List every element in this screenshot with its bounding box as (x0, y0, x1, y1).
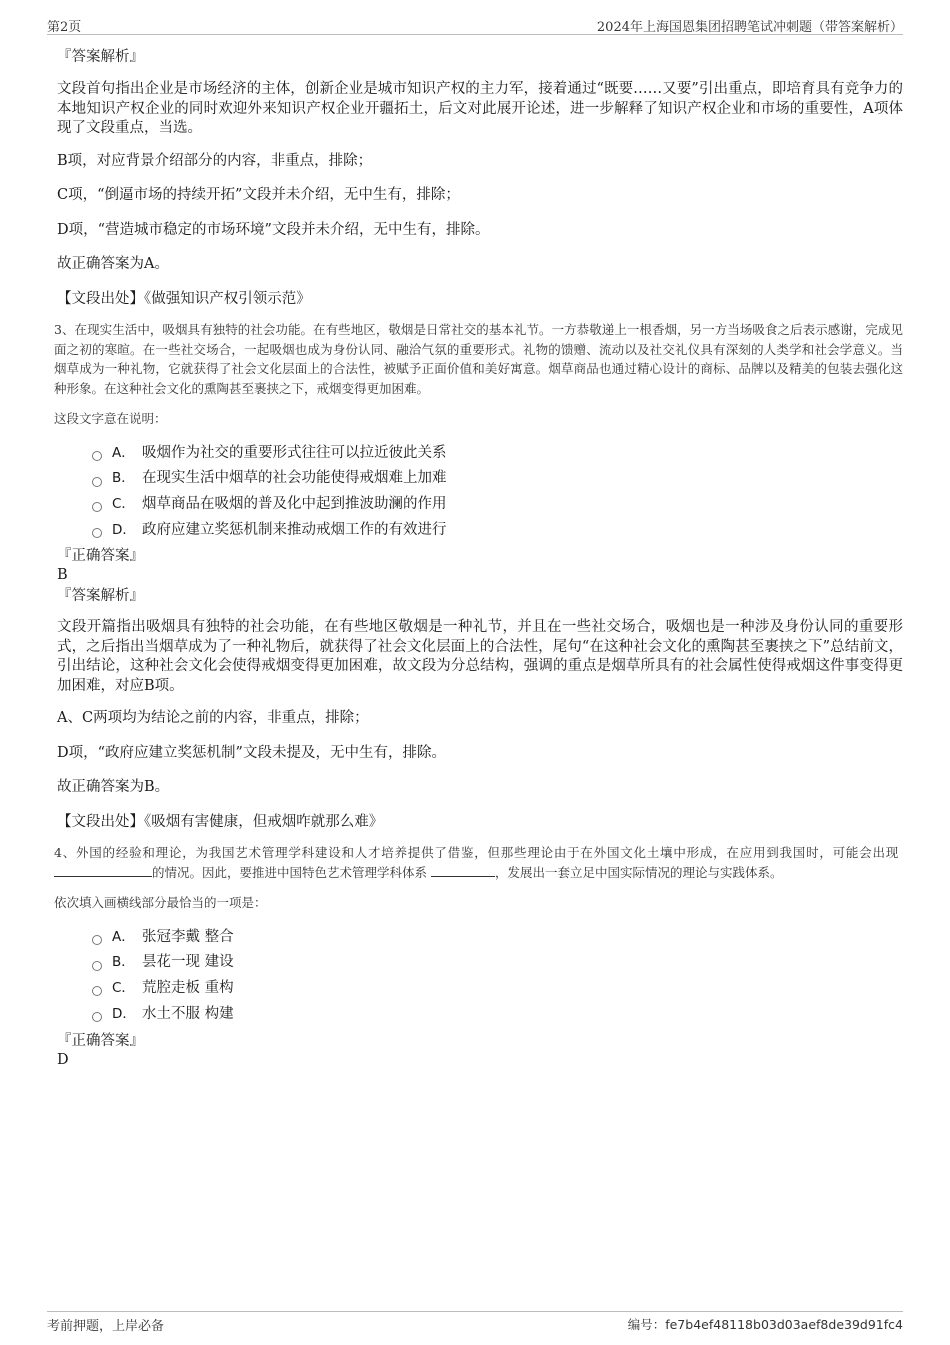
q2-analysis (57, 47, 903, 309)
option-letter: B． (112, 954, 135, 971)
option-a[interactable] (92, 441, 903, 467)
analysis-paragraph: 文段开篇指出吸烟具有独特的社会功能，在有些地区敬烟是一种礼节，并且在一些社交场合，吸烟也是一种涉及身份认同的重要形式，之后指出当烟草成为了一种礼物后，就获得了社会文化层面上的合法性，尾句“在这种社会文化的熏陶甚至裹挟之下”总结前文，引出结论，这种社会文化会使得戒烟变得更加困难，故文段为分总结构，强调的重点是烟草所具有的社会属性使得戒烟这件事变得更加困难，对应B项。 (57, 619, 903, 694)
page-number: 第2页 (47, 20, 82, 35)
page-content (54, 40, 903, 1070)
option-letter: A． (112, 444, 135, 461)
option-text: 烟草商品在吸烟的普及化中起到推波助澜的作用 (142, 495, 447, 512)
analysis-label: 『答案解析』 (57, 588, 144, 605)
option-letter: D． (112, 1005, 136, 1022)
option-text: 在现实生活中烟草的社会功能使得戒烟难上加难 (142, 470, 447, 487)
option-letter: B． (112, 470, 135, 487)
radio-icon[interactable] (92, 528, 102, 538)
answer-value: D (57, 1051, 69, 1068)
option-letter: A． (112, 928, 135, 945)
option-letter: C． (112, 980, 135, 997)
option-a[interactable] (92, 925, 903, 951)
option-b[interactable] (92, 950, 903, 976)
stem-part: 4、外国的经验和理论，为我国艺术管理学科建设和人才培养提供了借鉴，但那些理论由于在外国文化土壤中形成，在应用到我国时，可能会出现 (54, 845, 899, 861)
radio-icon[interactable] (92, 451, 102, 461)
radio-icon[interactable] (92, 961, 102, 971)
analysis-paragraph: D项，“政府应建立奖惩机制”文段未提及，无中生有，排除。 (57, 744, 446, 761)
answer-label: 『正确答案』 (57, 1032, 144, 1049)
document-code: 编号：fe7b4ef48118b03d03aef8de39d91fc4 (627, 1317, 903, 1332)
option-text: 张冠李戴 整合 (142, 928, 234, 945)
option-list (54, 441, 903, 544)
document-title: 2024年上海国恩集团招聘笔试冲刺题（带答案解析） (596, 20, 903, 35)
radio-icon[interactable] (92, 502, 102, 512)
fill-blank (431, 864, 495, 877)
radio-icon[interactable] (92, 1012, 102, 1022)
option-letter: C． (112, 495, 135, 512)
page-header (47, 14, 903, 35)
option-text: 水土不服 构建 (142, 1005, 234, 1022)
radio-icon[interactable] (92, 477, 102, 487)
option-list (54, 925, 903, 1028)
option-c[interactable] (92, 976, 903, 1002)
source-citation: 【文段出处】《做强知识产权引领示范》 (57, 290, 311, 307)
analysis-paragraph: 故正确答案为B。 (57, 779, 170, 796)
option-letter: D． (112, 521, 136, 538)
question-4 (54, 843, 903, 1027)
option-text: 昙花一现 建设 (142, 954, 234, 971)
source-citation: 【文段出处】《吸烟有害健康，但戒烟咋就那么难》 (57, 813, 384, 830)
option-text: 荒腔走板 重构 (142, 980, 234, 997)
footer-slogan: 考前押题，上岸必备 (47, 1319, 165, 1334)
analysis-paragraph: D项，“营造城市稳定的市场环境”文段并未介绍，无中生有，排除。 (57, 221, 490, 238)
question-stem: 3、在现实生活中，吸烟具有独特的社会功能。在有些地区，敬烟是日常社交的基本礼节。一方恭敬递上一根香烟，另一方当场吸食之后表示感谢，完成见面之初的寒暄。在一些社交场合，一起吸烟也成为身份认同、融洽气氛的重要形式。礼物的馈赠、流动以及社交礼仪具有深刻的人类学和社会学意义。当烟草成为一种礼物，它就获得了社会文化层面上的合法性，被赋予正面价值和美好寓意。烟草商品也通过精心设计的商标、品牌以及精美的包装去强化这种形象。在这种社会文化的熏陶甚至裹挟之下，戒烟变得更加困难。 (54, 322, 903, 396)
question-prompt: 这段文字意在说明： (54, 411, 167, 426)
option-text: 政府应建立奖惩机制来推动戒烟工作的有效进行 (142, 521, 447, 538)
fill-blank (54, 864, 152, 877)
stem-part: 的情况。因此，要推进中国特色艺术管理学科体系 (152, 864, 428, 880)
analysis-paragraph: 故正确答案为A。 (57, 256, 169, 272)
stem-part: ，发展出一套立足中国实际情况的理论与实践体系。 (495, 864, 783, 880)
analysis-paragraph: 文段首句指出企业是市场经济的主体，创新企业是城市知识产权的主力军，接着通过“既要……又要”引出重点，即培育具有竞争力的本地知识产权企业的同时欢迎外来知识产权企业开疆拓土，后文对此展开论述，进一步解释了知识产权企业和市场的重要性，A项体现了文段重点，当选。 (57, 81, 903, 136)
radio-icon[interactable] (92, 935, 102, 945)
analysis-label: 『答案解析』 (57, 49, 144, 65)
analysis-paragraph: A、C两项均为结论之前的内容，非重点，排除； (57, 710, 369, 727)
question-stem (54, 843, 903, 882)
question-prompt: 依次填入画横线部分最恰当的一项是： (54, 895, 267, 911)
option-d[interactable] (92, 518, 903, 544)
option-c[interactable] (92, 492, 903, 518)
analysis-paragraph: C项，“倒逼市场的持续开拓”文段并未介绍，无中生有，排除； (57, 187, 460, 203)
option-text: 吸烟作为社交的重要形式往往可以拉近彼此关系 (142, 444, 447, 461)
answer-value: B (57, 567, 68, 584)
analysis-paragraph: B项，对应背景介绍部分的内容，非重点，排除； (57, 152, 373, 169)
option-b[interactable] (92, 466, 903, 492)
question-3 (54, 320, 903, 543)
option-d[interactable] (92, 1002, 903, 1028)
answer-label: 『正确答案』 (57, 548, 144, 565)
radio-icon[interactable] (92, 986, 102, 996)
page-footer (47, 1311, 903, 1334)
